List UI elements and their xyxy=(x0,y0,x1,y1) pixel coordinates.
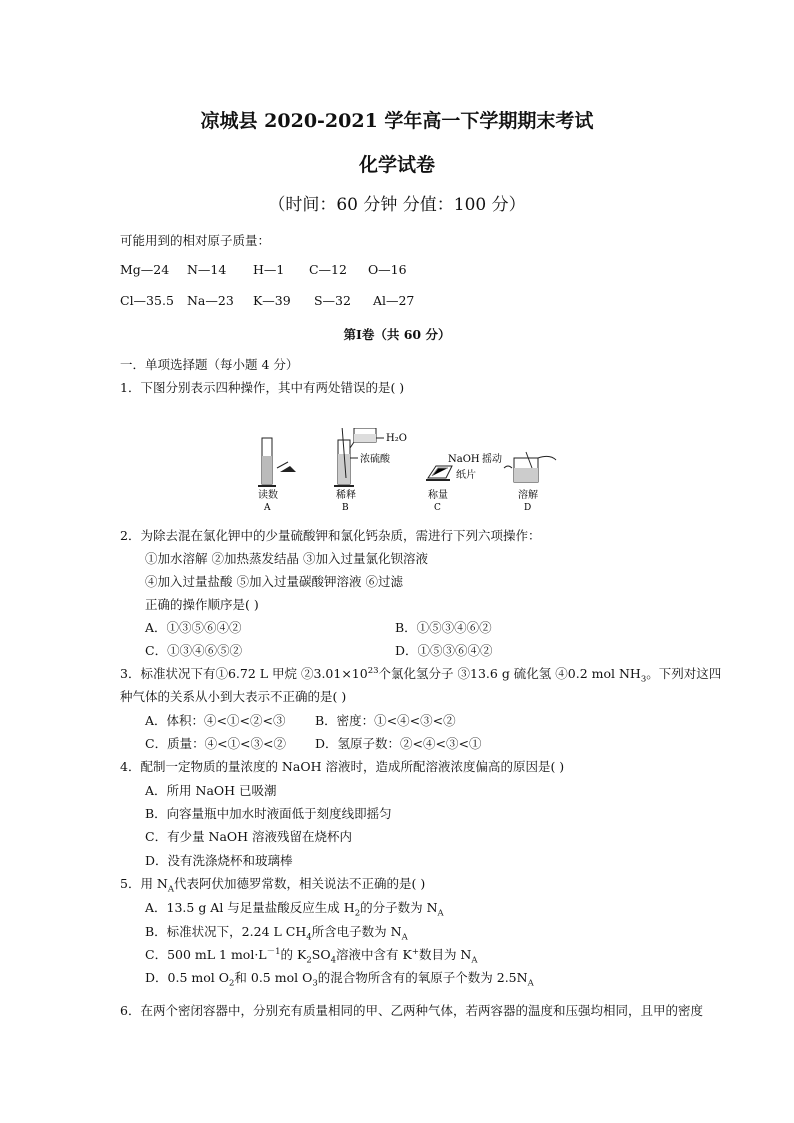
q5-subscript: A xyxy=(527,978,534,989)
fig-letter-a: A xyxy=(264,503,271,513)
q4-option-a: A．所用 NaOH 已吸潮 xyxy=(145,783,277,798)
fig-naoh: NaOH xyxy=(448,454,480,465)
q5-subscript: 4 xyxy=(306,932,312,943)
q5-subscript: 2 xyxy=(354,908,361,919)
q5-subscript: A xyxy=(471,955,478,966)
q5-stem xyxy=(120,874,425,895)
mass-item: H—1 xyxy=(252,262,285,277)
exam-title: 凉城县 2020-2021 学年高一下学期期末考试 xyxy=(200,110,594,132)
q5-option-part: A．13.5 g Al 与足量盐酸反应生成 H xyxy=(145,900,355,915)
q5-subscript: A xyxy=(437,908,444,919)
masses-row-1 xyxy=(120,262,407,277)
dissolving-icon xyxy=(504,452,556,482)
fig-label-c: 称量 xyxy=(428,490,448,501)
q1-stem: 1．下图分别表示四种操作，其中有两处错误的是( ) xyxy=(120,380,405,395)
mass-item: O—16 xyxy=(367,262,407,277)
fig-label-d: 溶解 xyxy=(518,490,538,501)
q2-option-a: A．①③⑤⑥④② xyxy=(145,620,242,635)
q5-subscript: A xyxy=(401,932,408,943)
q5-option-part: 所含电子数为 N xyxy=(311,924,402,939)
fig-letter-c: C xyxy=(434,503,441,513)
q4-option-d: D．没有洗涤烧杯和玻璃棒 xyxy=(145,853,293,868)
q3-stem-part: 个氯化氢分子 ③13.6 g 硫化氢 ④0.2 mol NH xyxy=(378,666,641,681)
section-title: 第Ⅰ卷（共 60 分） xyxy=(343,327,451,342)
fig-h2o: H₂O xyxy=(386,433,407,444)
mass-item: N—14 xyxy=(186,262,227,277)
fig-shake: 摇动 xyxy=(482,454,502,465)
fig-letter-b: B xyxy=(342,503,349,513)
q3-option-c: C．质量：④<①<③<② xyxy=(145,736,286,751)
fig-label-b: 稀释 xyxy=(336,490,356,501)
q5-subscript: 2 xyxy=(228,978,235,989)
q3-stem-line-1 xyxy=(120,664,721,685)
q5-superscript: + xyxy=(411,947,419,957)
q6-stem: 6．在两个密闭容器中，分别充有质量相同的甲、乙两种气体，若两容器的温度和压强均相同，且甲的密度 xyxy=(120,1003,703,1018)
mass-item: Na—23 xyxy=(186,293,234,308)
q4-option-b: B．向容量瓶中加水时液面低于刻度线即摇匀 xyxy=(145,806,392,821)
q5-superscript: －1 xyxy=(266,947,281,957)
q3-option-b: B．密度：①<④<③<② xyxy=(315,713,456,728)
q5-option-a xyxy=(145,898,444,919)
q3-stem-line-2: 种气体的关系从小到大表示不正确的是( ) xyxy=(120,689,347,704)
reading-cylinder-icon xyxy=(258,438,296,486)
q3-stem-part: 。下列对这四 xyxy=(646,666,722,681)
q5-option-part: 溶液中含有 K xyxy=(336,947,412,963)
q3-option-d: D．氢原子数：②<④<③<① xyxy=(315,736,482,751)
q2-stem: 2．为除去混在氯化钾中的少量硫酸钾和氯化钙杂质，需进行下列六项操作： xyxy=(120,528,541,543)
q4-option-c: C．有少量 NaOH 溶液残留在烧杯内 xyxy=(145,829,353,844)
q4-stem: 4．配制一定物质的量浓度的 NaOH 溶液时，造成所配溶液浓度偏高的原因是( ) xyxy=(120,759,565,774)
q2-option-d: D．①⑤③⑥④② xyxy=(395,643,493,658)
q5-stem-part: 5．用 N xyxy=(120,876,168,891)
masses-intro: 可能用到的相对原子质量： xyxy=(120,233,271,248)
q5-option-b xyxy=(145,922,408,943)
q1-operations-figure xyxy=(250,428,560,514)
mass-item: S—32 xyxy=(313,293,351,308)
q5-option-part: 的混合物所含有的氧原子个数为 2.5N xyxy=(317,970,528,985)
q5-option-part: SO xyxy=(311,947,331,963)
q5-option-part: 数目为 N xyxy=(418,947,472,963)
q3-option-a: A．体积：④<①<②<③ xyxy=(145,713,286,728)
mass-item: K—39 xyxy=(252,293,291,308)
q5-option-part: C．500 mL 1 mol·L xyxy=(145,947,267,963)
q5-option-part: B．标准状况下，2.24 L CH xyxy=(145,924,307,939)
q2-ops-2: ④加入过量盐酸 ⑤加入过量碳酸钾溶液 ⑥过滤 xyxy=(145,574,403,589)
q5-option-d xyxy=(145,968,534,989)
q2-ops-1: ①加水溶解 ②加热蒸发结晶 ③加入过量氯化钡溶液 xyxy=(145,551,428,566)
q5-option-part: 和 0.5 mol O xyxy=(234,970,313,985)
q3-exponent: 23 xyxy=(367,665,379,676)
q5-option-part: 的分子数为 N xyxy=(360,900,438,915)
q3-subscript: 3 xyxy=(640,674,647,685)
masses-row-2 xyxy=(120,293,414,308)
mass-item: C—12 xyxy=(308,262,347,277)
part-title: 一．单项选择题（每小题 4 分） xyxy=(120,357,299,372)
q5-subscript: 3 xyxy=(312,978,318,989)
q2-option-c: C．①③④⑥⑤② xyxy=(145,643,243,658)
q5-option-c xyxy=(145,945,478,966)
balance-icon xyxy=(426,466,452,480)
q5-subscript: 2 xyxy=(306,955,312,966)
q2-option-b: B．①⑤③④⑥② xyxy=(395,620,492,635)
q5-subscript: A xyxy=(167,884,175,895)
fig-letter-d: D xyxy=(524,503,532,513)
q5-subscript: 4 xyxy=(330,955,336,966)
q3-stem-part: 3．标准状况下有①6.72 L 甲烷 ②3.01×10 xyxy=(120,666,368,681)
mass-item: Cl—35.5 xyxy=(120,293,174,308)
fig-acid: 浓硫酸 xyxy=(360,454,390,465)
subject-title: 化学试卷 xyxy=(358,154,435,176)
fig-paper: 纸片 xyxy=(456,470,476,481)
mass-item: Al—27 xyxy=(372,293,415,308)
q5-option-part: D．0.5 mol O xyxy=(145,970,229,985)
time-info: （时间：60 分钟 分值：100 分） xyxy=(268,195,526,215)
fig-label-a: 读数 xyxy=(258,490,278,501)
q5-option-part: 的 K xyxy=(280,947,307,963)
q5-stem-part: 代表阿伏加德罗常数，相关说法不正确的是( ) xyxy=(174,876,426,891)
q2-ask: 正确的操作顺序是( ) xyxy=(145,597,259,612)
mass-item: Mg—24 xyxy=(120,262,170,277)
